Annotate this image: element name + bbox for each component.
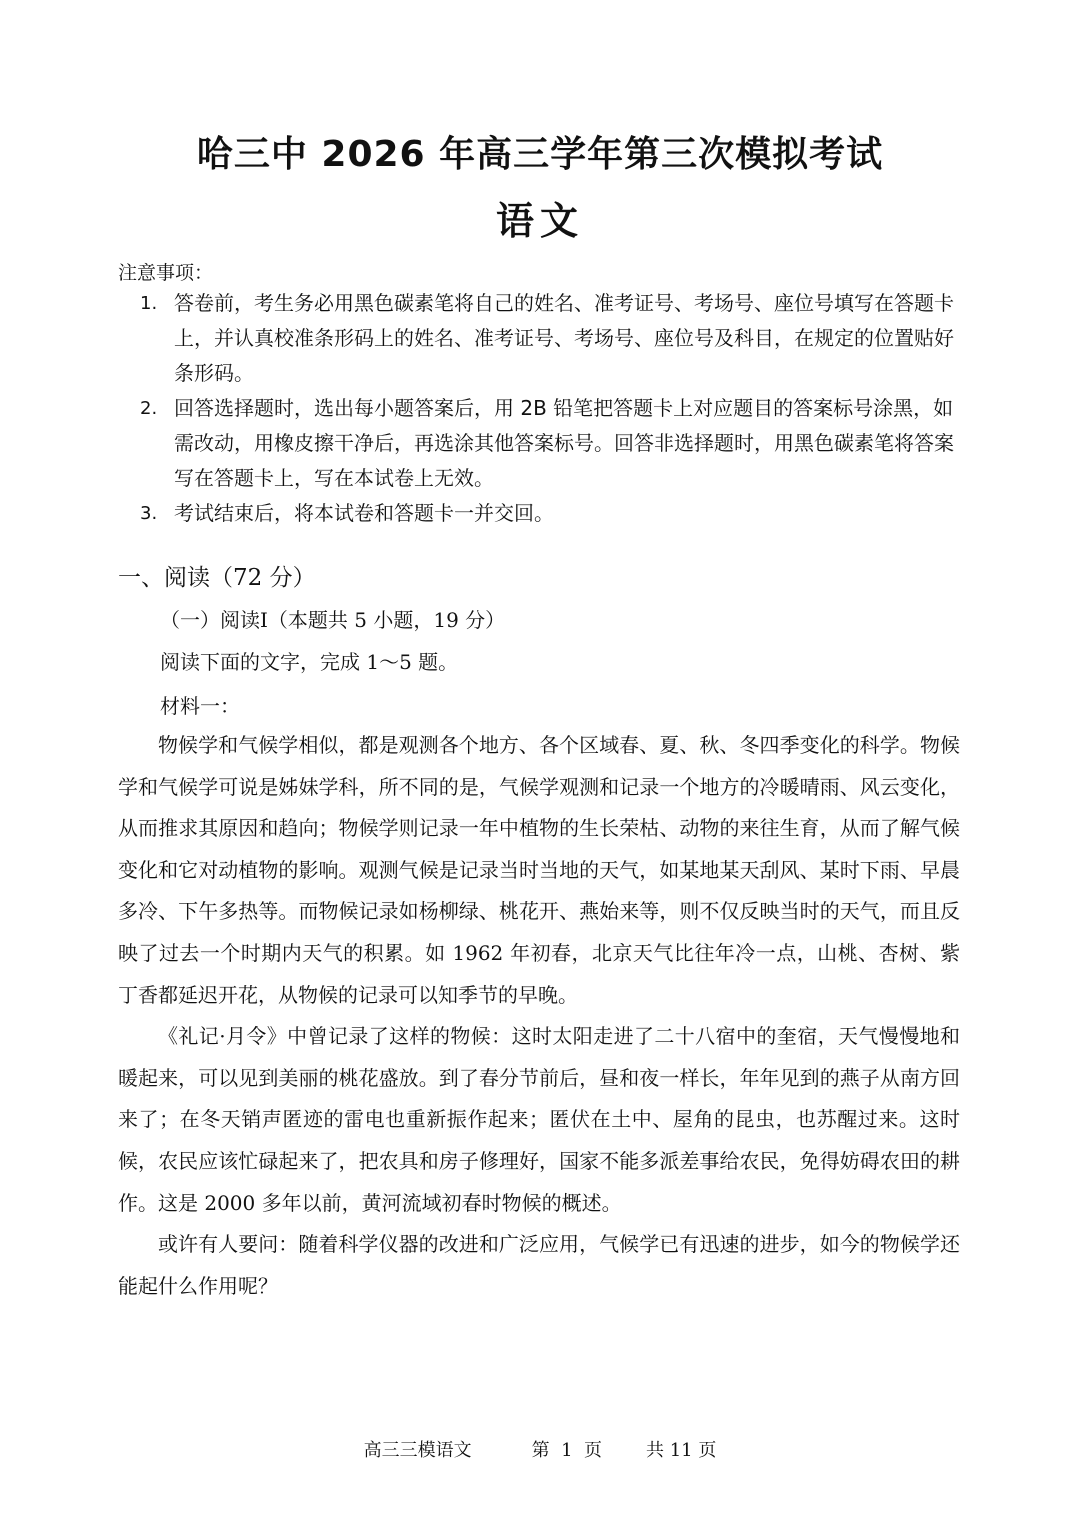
passage-paragraph: 《礼记·月令》中曾记录了这样的物候：这时太阳走进了二十八宿中的奎宿，天气慢慢地和暖起来，可以见到美丽的桃花盛放。到了春分节前后，昼和夜一样长，年年见到的燕子从南方回来了；在冬天销声匿迹的雷电也重新振作起来；匿伏在土中、屋角的昆虫，也苏醒过来。这时候，农民应该忙碌起来了，把农具和房子修理好，国家不能多派差事给农民，免得妨碍农田的耕作。这是 2000 多年以前，黄河流域初春时物候的概述。 bbox=[118, 1024, 960, 1215]
exam-title: 哈三中 2026 年高三学年第三次模拟考试 bbox=[196, 134, 884, 175]
passage-paragraph: 或许有人要问：随着科学仪器的改进和广泛应用，气候学已有迅速的进步，如今的物候学还能起什么作用呢？ bbox=[118, 1232, 960, 1298]
section-heading: 一、阅读（72 分） bbox=[118, 565, 316, 591]
sub-section-heading: （一）阅读Ⅰ（本题共 5 小题，19 分） bbox=[160, 608, 506, 632]
note-number: 1. bbox=[140, 293, 158, 314]
footer-total-pages: 共 11 页 bbox=[645, 1440, 717, 1461]
note-item bbox=[140, 391, 970, 496]
notes-heading: 注意事项： bbox=[118, 262, 214, 284]
note-number: 2. bbox=[140, 398, 158, 419]
notes-list bbox=[140, 286, 970, 531]
footer-subject: 高三三模语文 bbox=[363, 1440, 472, 1461]
note-number: 3. bbox=[140, 503, 158, 524]
reading-passage bbox=[118, 725, 960, 1307]
note-text: 答卷前，考生务必用黑色碳素笔将自己的姓名、准考证号、考场号、座位号填写在答题卡上，并认真校准条形码上的姓名、准考证号、考场号、座位号及科目，在规定的位置贴好条形码。 bbox=[174, 291, 954, 385]
passage-paragraph: 物候学和气候学相似，都是观测各个地方、各个区域春、夏、秋、冬四季变化的科学。物候学和气候学可说是姊妹学科，所不同的是，气候学观测和记录一个地方的冷暖晴雨、风云变化，从而推求其原因和趋向；物候学则记录一年中植物的生长荣枯、动物的来往生育，从而了解气候变化和它对动植物的影响。观测气候是记录当时当地的天气，如某地某天刮风、某时下雨、早晨多冷、下午多热等。而物候记录如杨柳绿、桃花开、燕始来等，则不仅反映当时的天气，而且反映了过去一个时期内天气的积累。如 1962 年初春，北京天气比往年冷一点，山桃、杏树、紫丁香都延迟开花，从物候的记录可以知季节的早晚。 bbox=[118, 733, 960, 1007]
note-text: 回答选择题时，选出每小题答案后，用 2B 铅笔把答题卡上对应题目的答案标号涂黑，如需改动，用橡皮擦干净后，再选涂其他答案标号。回答非选择题时，用黑色碳素笔将答案写在答题卡上，写在本试卷上无效。 bbox=[174, 396, 954, 490]
note-item bbox=[140, 286, 970, 391]
reading-instruction: 阅读下面的文字，完成 1～5 题。 bbox=[160, 650, 459, 674]
footer-page-number: 第 1 页 bbox=[531, 1440, 602, 1461]
subject-title: 语文 bbox=[495, 198, 584, 243]
page-footer bbox=[0, 1436, 1080, 1462]
material-label: 材料一： bbox=[160, 694, 240, 718]
note-text: 考试结束后，将本试卷和答题卡一并交回。 bbox=[174, 501, 554, 525]
note-item bbox=[140, 496, 970, 531]
